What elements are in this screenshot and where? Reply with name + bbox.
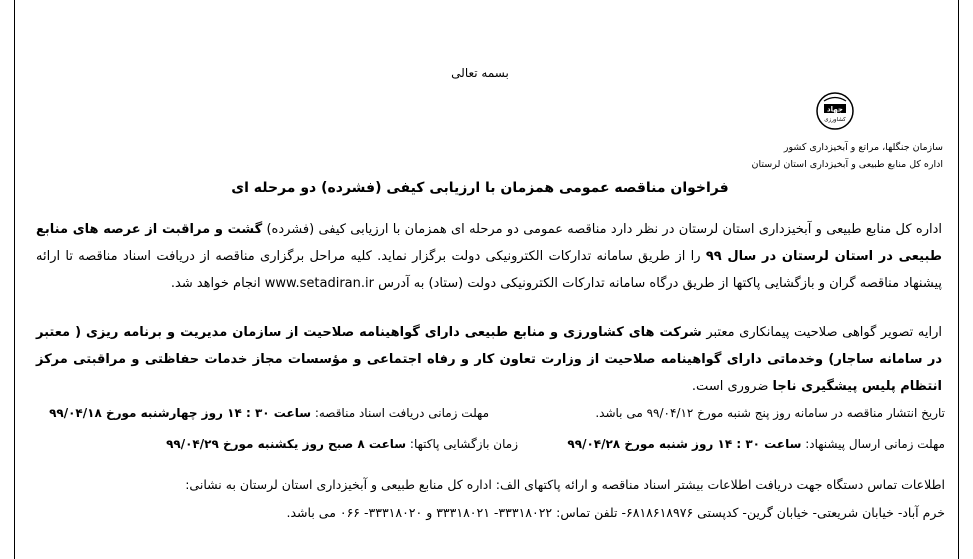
- left-border: [14, 0, 15, 559]
- contact-info-line: اطلاعات تماس دستگاه جهت دریافت اطلاعات بیشتر اسناد مناقصه و ارائه پاکتهای الف: اداره کل منابع طبیعی و آبخیزداری استان لرستان به نشانی:: [185, 477, 945, 492]
- bismillah-heading: بسمه تعالی: [451, 66, 509, 80]
- paragraph-text: ضروری است.: [691, 379, 773, 394]
- right-border: [958, 0, 959, 559]
- paragraph-text: را از طریق سامانه تدارکات الکترونیکی دولت برگزار نماید. کلیه مراحل برگزاری مناقصه از دریافت اسناد مناقصه تا ارائه پیشنهاد مناقصه گران و بازگشایی پاکتها از طریق درگاه سامانه تدارکات الکترونیکی دولت (ستاد) به آدرس: [36, 249, 942, 291]
- svg-text:کشاورزی: کشاورزی: [824, 117, 846, 123]
- website-link[interactable]: www.setadiran.ir: [264, 276, 374, 291]
- opening-time-label: زمان بازگشایی پاکتها:: [406, 437, 518, 451]
- document-deadline: [49, 406, 489, 420]
- contact-address-line: خرم آباد- خیابان شریعتی- خیابان گرین- کدپستی ۶۸۱۸۶۱۸۹۷۶- تلفن تماس: ۳۳۳۱۸۰۲۲- ۳۳۳۱۸۰۲۱ و ۳۳۳۱۸۰۲۰- ۰۶۶ می باشد.: [286, 505, 945, 520]
- jahad-logo: [810, 91, 860, 131]
- paragraph-text: انجام خواهد شد.: [170, 276, 265, 291]
- opening-time: [166, 437, 518, 451]
- document-deadline-value: ساعت ۳۰ : ۱۴ روز چهارشنبه مورخ ۹۹/۰۴/۱۸: [49, 406, 311, 420]
- paragraph-bold-text: گشت و مراقبت از عرصه های منابع طبیعی در استان لرستان در سال ۹۹: [36, 222, 942, 264]
- announcement-paragraph: [36, 216, 942, 297]
- paragraph-text: اداره کل منابع طبیعی و آبخیزداری استان لرستان در نظر دارد مناقصه عمومی دو مرحله ای همزمان با ارزیابی کیفی (فشرده): [262, 222, 942, 237]
- submission-deadline-label: مهلت زمانی ارسال پیشنهاد:: [801, 437, 945, 451]
- submission-deadline: [567, 437, 945, 451]
- publish-date: تاریخ انتشار مناقصه در سامانه روز پنج شنبه مورخ ۹۹/۰۴/۱۲ می باشد.: [595, 406, 945, 420]
- svg-text:جهاد: جهاد: [827, 105, 843, 114]
- submission-deadline-value: ساعت ۳۰ : ۱۴ روز شنبه مورخ ۹۹/۰۴/۲۸: [567, 437, 802, 451]
- opening-time-value: ساعت ۸ صبح روز یکشنبه مورخ ۹۹/۰۴/۲۹: [166, 437, 407, 451]
- paragraph-bold-text: شرکت های کشاورزی و منابع طبیعی دارای گواهینامه صلاحیت از سازمان مدیریت و برنامه ریزی ( معتبر در سامانه ساجار) وخدماتی دارای گواهینامه صلاحیت از وزارت تعاون کار و رفاه اجتماعی و مؤسسات مجاز خدمات حفاظتی و مراقبتی مرکز انتظام پلیس پیشگیری ناجا: [36, 325, 942, 394]
- requirements-paragraph: [36, 319, 942, 400]
- document-title: فراخوان مناقصه عمومی همزمان با ارزیابی کیفی (فشرده) دو مرحله ای: [231, 180, 729, 196]
- org-name-provincial: اداره کل منابع طبیعی و آبخیزداری استان لرستان: [751, 159, 943, 170]
- org-name-ministry: سازمان جنگلها، مراتع و آبخیزداری کشور: [783, 142, 943, 153]
- paragraph-text: ارایه تصویر گواهی صلاحیت پیمانکاری معتبر: [701, 325, 942, 340]
- document-deadline-label: مهلت زمانی دریافت اسناد مناقصه:: [311, 406, 489, 420]
